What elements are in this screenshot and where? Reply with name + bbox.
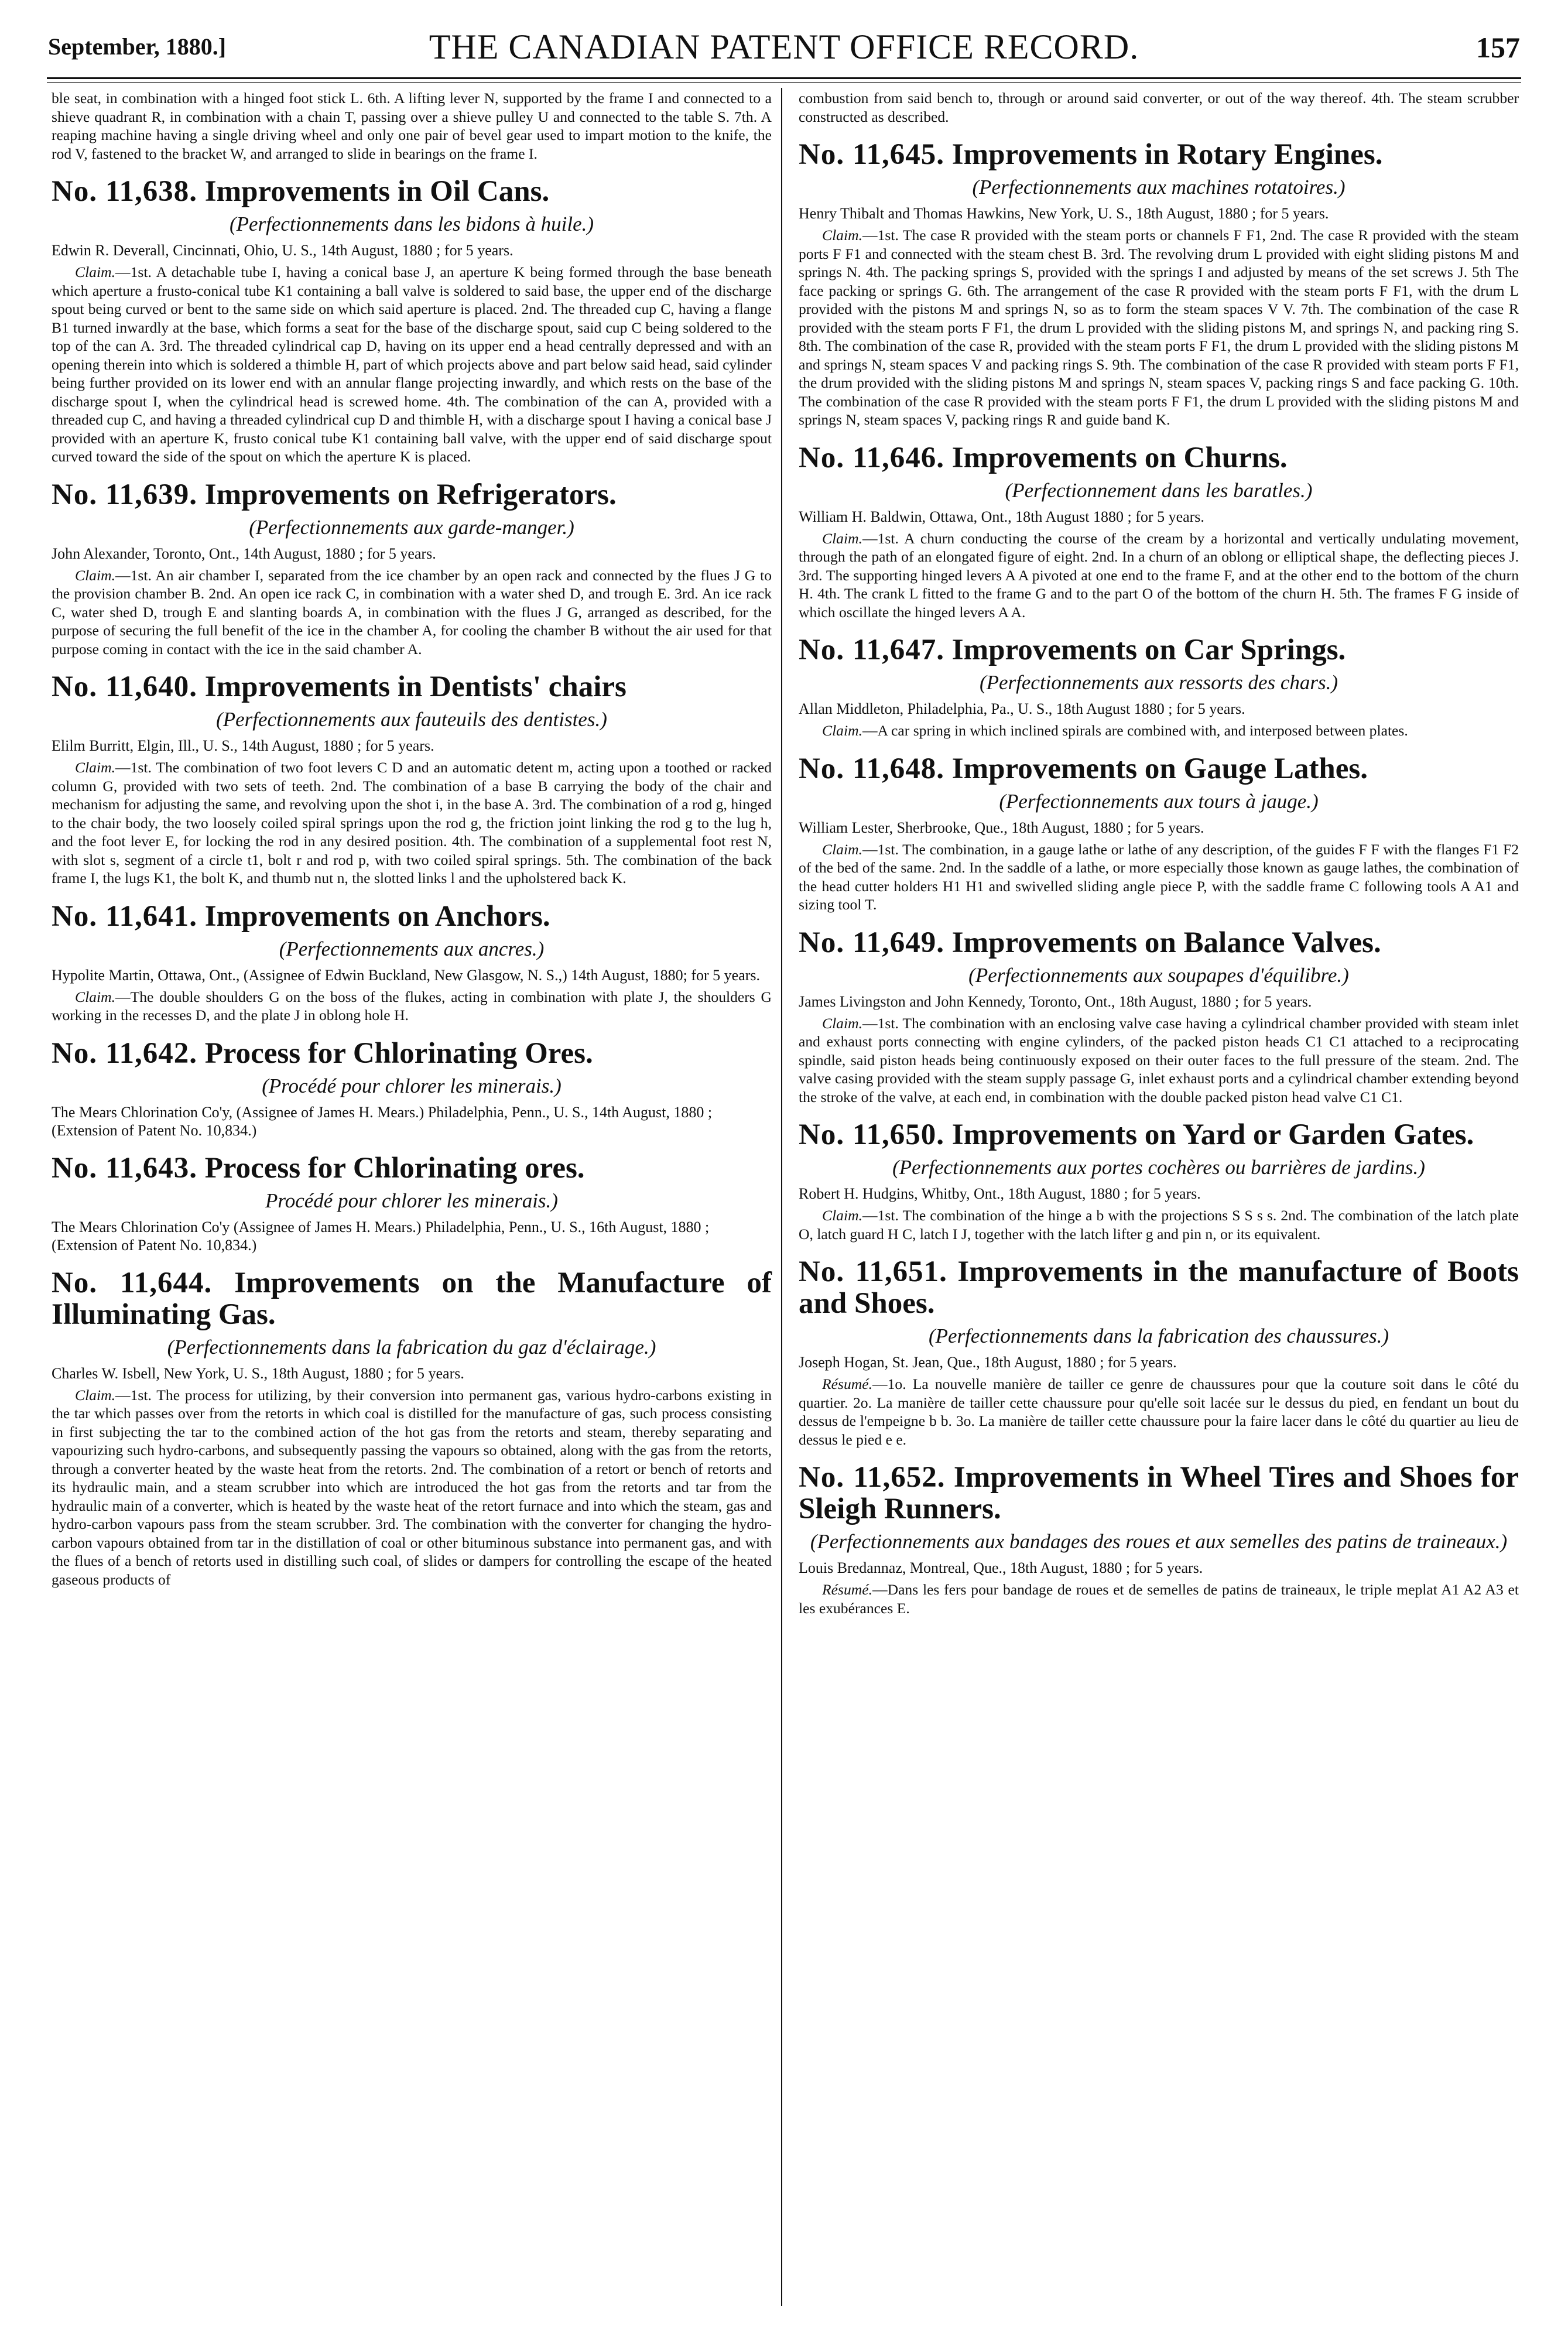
claim-text xyxy=(52,988,772,1025)
patent-number: No. 11,651. xyxy=(799,1255,947,1288)
french-title: (Perfectionnements aux portes cochères ou barrières de jardins.) xyxy=(892,1156,1425,1179)
patent-title: Improvements in Dentists' chairs xyxy=(204,670,626,703)
entry-heading xyxy=(52,1152,772,1184)
patent-entry xyxy=(799,1462,1519,1617)
header-rule-thick xyxy=(47,77,1521,79)
patent-entry xyxy=(799,753,1519,914)
claim-body: —1st. A detachable tube I, having a conical base J, an aperture K being formed through the base beneath which aperture a frusto-conical tube K1 containing a ball valve is soldered to said base, the upper end of the discharge spout being curved or bent to the same side on which said aperture is placed. 2nd. The threaded cup C, having a flange B1 turned inwardly at the base, which forms a seat for the base of the discharge spout, said cup C being soldered to the top of the can A. 3rd. The threaded cylindrical cap D, having on its upper end a head centrally depressed and with an opening therein into which is soldered a thimble H, part of which projects above and part below said head, said cylinder being further provided on its lower end with an annular flange projecting inwardly, and which rests on the base of the discharge spout I, when the cylindrical head is screwed home. 4th. The combination of the can A, provided with a threaded cup C, and having a threaded cylindrical cup D and thimble H, with a discharge spout I having a conical base J provided with an aperture K, frusto conical tube K1 containing ball valve, with the upper end of said discharge spout curved toward the side of the spout on which the aperture K is placed. xyxy=(52,264,772,465)
grantee-line: Henry Thibalt and Thomas Hawkins, New York, U. S., 18th August, 1880 ; for 5 years. xyxy=(799,205,1329,222)
french-title: (Perfectionnements aux fauteuils des dentistes.) xyxy=(216,708,607,731)
grantee-line: The Mears Chlorination Co'y, (Assignee of James H. Mears.) Philadelphia, Penn., U. S., 14th August, 1880 ; (Extension of Patent No. 10,834.) xyxy=(52,1103,713,1139)
patent-title: Process for Chlorinating Ores. xyxy=(204,1036,593,1070)
claim-text xyxy=(799,1206,1519,1243)
header-rule-thin xyxy=(47,82,1521,83)
patent-number: No. 11,648. xyxy=(799,752,945,785)
claim-text xyxy=(799,226,1519,429)
right-column xyxy=(799,89,1519,1617)
entry-heading xyxy=(799,634,1519,666)
patent-entry xyxy=(52,1038,772,1139)
claim-label: Claim. xyxy=(75,566,115,584)
grantee-line: William H. Baldwin, Ottawa, Ont., 18th August 1880 ; for 5 years. xyxy=(799,508,1204,525)
claim-text xyxy=(799,840,1519,914)
patent-number: No. 11,642. xyxy=(52,1036,198,1070)
patent-title: Improvements in Wheel Tires and Shoes for Sleigh Runners. xyxy=(799,1461,1519,1525)
entry-heading xyxy=(799,753,1519,785)
french-title: (Perfectionnements aux ancres.) xyxy=(279,937,545,960)
claim-body: —1st. A churn conducting the course of the cream by a horizontal and vertically undulating movement, through the path of an elongated figure of eight. 2nd. In a churn of an oblong or elliptical shape, the deflecting pieces J. 3rd. The supporting hinged levers A A pivoted at one end to the frame F, and at the other end to the bottom of the churn H. 4th. The crank L fitted to the frame G and to the part O of the bottom of the churn H. 5th. The frames F G inside of which oscillate the hinged levers A A. xyxy=(799,529,1519,621)
grantee-line: James Livingston and John Kennedy, Toronto, Ont., 18th August, 1880 ; for 5 years. xyxy=(799,993,1312,1010)
continued-text: combustion from said bench to, through or around said converter, or out of the way thereof. 4th. The steam scrubber constructed as described. xyxy=(799,90,1519,125)
claim-text xyxy=(799,1580,1519,1617)
entry-heading xyxy=(799,1119,1519,1151)
patent-entry xyxy=(52,176,772,466)
claim-text xyxy=(52,1386,772,1589)
claim-label: Claim. xyxy=(822,529,862,547)
french-title: (Perfectionnements aux tours à jauge.) xyxy=(999,789,1319,813)
claim-body: —Dans les fers pour bandage de roues et de semelles de patins de traineaux, le triple meplat A1 A2 A3 et les exubérances E. xyxy=(799,1581,1519,1617)
page-number: 157 xyxy=(1476,31,1520,64)
entry-heading xyxy=(52,671,772,703)
patent-entry xyxy=(799,442,1519,622)
patent-entry xyxy=(52,479,772,659)
claim-label: Claim. xyxy=(75,759,115,776)
claim-label: Claim. xyxy=(75,1386,115,1404)
header-date: September, 1880.] xyxy=(48,33,227,60)
patent-title: Improvements on Car Springs. xyxy=(951,634,1346,666)
grantee-line: Edwin R. Deverall, Cincinnati, Ohio, U. S., 14th August, 1880 ; for 5 years. xyxy=(52,242,513,259)
entry-heading xyxy=(52,1267,772,1330)
entry-heading xyxy=(799,1462,1519,1525)
patent-number: No. 11,644. xyxy=(52,1266,213,1299)
claim-body: —1o. La nouvelle manière de tailler ce genre de chaussures pour que la couture soit dans le côté du quartier. 2o. La manière de tailler cette chaussure pour qu'elle soit lacée sur le dessus du pied, en fendant un bout du dessus de l'empeigne b b. 3o. La manière de tailler cette chaussure pour la faire lacer dans le côté du quartier au lieu de dessus le pied e e. xyxy=(799,1375,1519,1448)
page-header xyxy=(48,23,1520,76)
patent-title: Improvements in the manufacture of Boots and Shoes. xyxy=(799,1255,1519,1320)
patent-number: No. 11,640. xyxy=(52,670,198,703)
patent-title: Improvements in Rotary Engines. xyxy=(951,138,1383,171)
claim-label: Résumé. xyxy=(822,1581,872,1598)
entry-heading xyxy=(52,901,772,932)
patent-entry xyxy=(799,634,1519,740)
patent-title: Process for Chlorinating ores. xyxy=(204,1151,585,1185)
patent-title: Improvements on Anchors. xyxy=(204,899,550,933)
grantee-line: Louis Bredannaz, Montreal, Que., 18th August, 1880 ; for 5 years. xyxy=(799,1559,1203,1576)
french-title: (Perfectionnements aux garde-manger.) xyxy=(249,515,574,539)
claim-body: —1st. The combination with an enclosing valve case having a cylindrical chamber provided with steam inlet and exhaust ports connecting with engine cylinders, of the packed piston heads C1 C1 attached to a reciprocating spindle, said piston heads being continuously exposed on their outer faces to the full pressure of the steam. 2nd. The valve casing provided with the steam supply passage G, inlet exhaust ports and a cylindrical chamber extending beyond the stroke of the valve, at each end, in combination with the double packed piston head valve C1 C1. xyxy=(799,1014,1519,1106)
patent-entry xyxy=(799,1256,1519,1449)
claim-body: —A car spring in which inclined spirals are combined with, and interposed between plates. xyxy=(862,722,1408,739)
grantee-line: Robert H. Hudgins, Whitby, Ont., 18th August, 1880 ; for 5 years. xyxy=(799,1185,1201,1202)
french-title: (Perfectionnements aux soupapes d'équilibre.) xyxy=(968,963,1349,987)
claim-label: Claim. xyxy=(75,264,115,280)
entry-heading xyxy=(52,1038,772,1069)
patent-number: No. 11,649. xyxy=(799,926,945,959)
patent-title: Improvements on Churns. xyxy=(951,441,1288,474)
entry-heading xyxy=(799,1256,1519,1319)
left-column xyxy=(52,89,772,1589)
claim-body: —1st. An air chamber I, separated from the ice chamber by an open rack and connected by the flues J G to the provision chamber B. 2nd. An open ice rack C, in combination with a water shed D, and trough E. 3rd. An ice rack C, water shed D, trough E and slanting boards A, in combination with the flues J G, arranged as described, for the purpose of securing the full benefit of the ice in the chamber A, for cooling the chamber B without the air used for that purpose coming in contact with the ice in the said chamber A. xyxy=(52,566,772,658)
header-title: THE CANADIAN PATENT OFFICE RECORD. xyxy=(429,28,1139,66)
claim-text xyxy=(799,721,1519,740)
patent-entry xyxy=(799,1119,1519,1243)
french-title: (Perfectionnement dans les baratles.) xyxy=(1005,478,1313,502)
patent-number: No. 11,652. xyxy=(799,1461,946,1494)
grantee-line: Elilm Burritt, Elgin, Ill., U. S., 14th August, 1880 ; for 5 years. xyxy=(52,737,434,754)
entry-heading xyxy=(799,927,1519,959)
entry-heading xyxy=(799,442,1519,474)
claim-text xyxy=(799,1014,1519,1107)
claim-body: —1st. The combination of two foot levers C D and an automatic detent m, acting upon a toothed or racked column G, provided with two sets of teeth. 2nd. The combination of a base B carrying the body of the chair and mechanism for adjusting the same, and revolving upon the shot i, in the base A. 3rd. The combination of a rod g, hinged to the chair body, the two loosely coiled spiral springs upon the rod g, the friction joint linking the rod g to the lug h, and the foot lever E, for locking the rod in any desired position. 4th. The combination of a supplemental foot rest N, with slot s, segment of a circle t1, bolt r and rod p, with two coiled spiral springs. 5th. The combination of the back frame I, the lugs K1, the bolt K, and thumb nut n, the slotted links l and the upholstered back K. xyxy=(52,759,772,887)
claim-label: Claim. xyxy=(822,1207,862,1224)
claim-text xyxy=(799,529,1519,622)
claim-label: Claim. xyxy=(822,1014,862,1032)
patent-entry xyxy=(799,139,1519,429)
french-title: (Perfectionnements dans les bidons à huile.) xyxy=(229,213,594,235)
patent-number: No. 11,647. xyxy=(799,634,945,666)
claim-label: Claim. xyxy=(75,988,115,1005)
patent-number: No. 11,638. xyxy=(52,175,198,208)
patent-title: Improvements on Yard or Garden Gates. xyxy=(951,1118,1474,1151)
claim-text xyxy=(52,566,772,659)
grantee-line: Joseph Hogan, St. Jean, Que., 18th August, 1880 ; for 5 years. xyxy=(799,1354,1177,1371)
claim-text xyxy=(799,1375,1519,1449)
patent-title: Improvements on Refrigerators. xyxy=(204,478,617,511)
claim-label: Claim. xyxy=(822,722,862,739)
french-title: (Procédé pour chlorer les minerais.) xyxy=(262,1074,562,1097)
claim-label: Claim. xyxy=(822,840,862,858)
entry-heading xyxy=(52,479,772,511)
patent-number: No. 11,643. xyxy=(52,1151,198,1185)
claim-label: Claim. xyxy=(822,227,862,244)
entry-heading xyxy=(52,176,772,207)
patent-entry xyxy=(52,1152,772,1254)
patent-number: No. 11,650. xyxy=(799,1118,945,1151)
grantee-line: Hypolite Martin, Ottawa, Ont., (Assignee of Edwin Buckland, New Glasgow, N. S.,) 14th August, 1880; for 5 years. xyxy=(52,966,761,984)
continued-text: ble seat, in combination with a hinged foot stick L. 6th. A lifting lever N, supported by the frame I and connected to a shieve quadrant R, in combination with a chain T, passing over a shieve pulley U and connected to the table S. 7th. A reaping machine having a single driving wheel and only one pair of bevel gear used to impart motion to the knife, the rod V, fastened to the bracket W, and arranged to slide in bearings on the frame I. xyxy=(52,90,772,162)
claim-body: —The double shoulders G on the boss of the flukes, acting in combination with plate J, the shoulders G working in the recesses D, and the plate J in oblong hole H. xyxy=(52,988,772,1024)
patent-number: No. 11,639. xyxy=(52,478,198,511)
column-divider xyxy=(781,88,782,2306)
patent-number: No. 11,645. xyxy=(799,138,945,171)
french-title: (Perfectionnements aux ressorts des chars.) xyxy=(979,671,1338,694)
french-title: (Perfectionnements aux machines rotatoires.) xyxy=(972,176,1346,199)
claim-text xyxy=(52,263,772,466)
patent-entry xyxy=(52,1267,772,1589)
french-title: (Perfectionnements dans la fabrication du gaz d'éclairage.) xyxy=(167,1335,656,1358)
claim-text xyxy=(52,758,772,888)
right-entries xyxy=(799,139,1519,1617)
patent-entry xyxy=(52,671,772,888)
patent-title: Improvements on Balance Valves. xyxy=(951,926,1381,959)
patent-title: Improvements on the Manufacture of Illuminating Gas. xyxy=(52,1266,772,1331)
patent-number: No. 11,641. xyxy=(52,899,198,933)
patent-title: Improvements on Gauge Lathes. xyxy=(951,752,1368,785)
patent-entry xyxy=(799,927,1519,1107)
claim-body: —1st. The combination of the hinge a b with the projections S S s s. 2nd. The combination of the latch plate O, latch guard H C, latch I J, together with the latch lifter g and pin n, or its equivalent. xyxy=(799,1207,1519,1243)
claim-body: —1st. The process for utilizing, by their conversion into permanent gas, various hydro-carbons existing in the tar which passes over from the retorts in which coal is distilled for the manufacture of gas, such process consisting in first subjecting the tar to the combined action of the hot gas from the retorts and steam, thereby separating and vapourizing such hydro-carbons, and subsequently passing the vapours so obtained, along with the gas from the retorts, through a converter heated by the waste heat from the retorts. 2nd. The combination of a retort or bench of retorts and its hydraulic main, and a steam scrubber into which are introduced the hot gas from the retorts and tar from the hydraulic main of a converter, which is heated by the waste heat of the retort furnace and into which the steam, gas and hydro-carbon vapours pass from the steam scrubber. 3rd. The combination with the converter for changing the hydro-carbon vapours obtained from tar in the distillation of coal or other bituminous substance into permanent gas, and with the flues of a bench of retorts used in distilling such coal, of slides or dampers for controlling the escape of the heated gaseous products of xyxy=(52,1386,772,1588)
patent-entry xyxy=(52,901,772,1025)
french-title: Procédé pour chlorer les minerais.) xyxy=(265,1189,558,1212)
claim-body: —1st. The combination, in a gauge lathe or lathe of any description, of the guides F F with the flanges F1 F2 of the bed of the same. 2nd. In the saddle of a lathe, or more especially those known as gauge lathes, the combination of the head cutter holders H1 H1 and swivelled sliding angle piece P, with the saddle frame C following tools A A1 and sizing tool T. xyxy=(799,840,1519,913)
patent-title: Improvements in Oil Cans. xyxy=(204,175,550,208)
grantee-line: John Alexander, Toronto, Ont., 14th August, 1880 ; for 5 years. xyxy=(52,545,436,562)
grantee-line: Allan Middleton, Philadelphia, Pa., U. S., 18th August 1880 ; for 5 years. xyxy=(799,700,1245,717)
french-title: (Perfectionnements dans la fabrication des chaussures.) xyxy=(928,1325,1389,1347)
grantee-line: William Lester, Sherbrooke, Que., 18th August, 1880 ; for 5 years. xyxy=(799,819,1204,836)
patent-number: No. 11,646. xyxy=(799,441,945,474)
left-entries xyxy=(52,176,772,1589)
grantee-line: The Mears Chlorination Co'y (Assignee of James H. Mears.) Philadelphia, Penn., U. S., 16th August, 1880 ; (Extension of Patent No. 10,834.) xyxy=(52,1218,710,1254)
french-title: (Perfectionnements aux bandages des roues et aux semelles des patins de traineaux.) xyxy=(810,1530,1508,1553)
claim-body: —1st. The case R provided with the steam ports or channels F F1, 2nd. The case R provided with the steam ports F F1 and connected with the steam chest B. 3rd. The revolving drum L provided with eight sliding pistons M and springs N. 4th. The packing springs S, provided with the springs I and adjusted by means of the set screws J. 5th The face packing or springs G. 6th. The arrangement of the case R provided with the steam ports F F1, with the drum L provided with the pistons M and springs N, so as to form the steam spaces V V. 7th. The combination of the case R provided with the steam ports F F1, the drum L provided with the sliding pistons M, and springs N, and packing ring S. 8th. The combination of the case R, provided with the steam ports F F1, the drum L provided with the sliding pistons M and springs N, steam spaces V and packing rings S. 9th. The combination of the case R provided with steam ports F F1, the drum provided with the sliding pistons M and springs N, steam spaces V, packing rings S and face packing G. 10th. The combination of the case R provided with the steam ports F F1, the drum L provided with the sliding pistons M and springs N, steam spaces V, packing rings R and guide band K. xyxy=(799,227,1519,428)
entry-heading xyxy=(799,139,1519,170)
claim-label: Résumé. xyxy=(822,1375,872,1392)
grantee-line: Charles W. Isbell, New York, U. S., 18th August, 1880 ; for 5 years. xyxy=(52,1364,464,1382)
